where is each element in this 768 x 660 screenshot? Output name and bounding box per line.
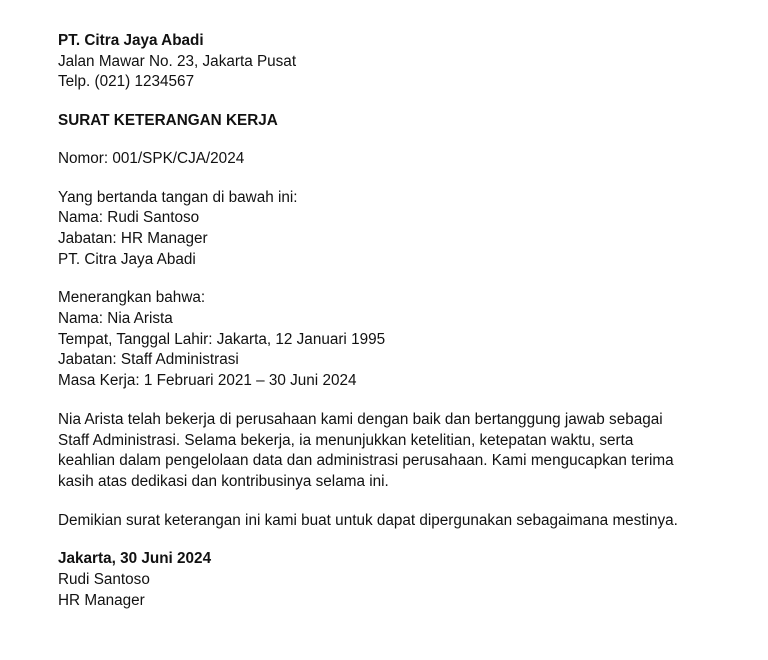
signature-position: HR Manager (58, 591, 145, 609)
company-name: PT. Citra Jaya Abadi (58, 32, 204, 49)
letter-title-block (58, 111, 748, 132)
signatory-intro: Yang bertanda tangan di bawah ini: (58, 188, 298, 206)
employee-block (58, 288, 748, 392)
letter-number-block (58, 149, 748, 170)
letter-document (58, 31, 748, 611)
signatory-position: Jabatan: HR Manager (58, 229, 208, 247)
closing-statement: Demikian surat keterangan ini kami buat untuk dapat dipergunakan sebagaimana mestinya. (58, 511, 678, 529)
company-phone: Telp. (021) 1234567 (58, 73, 195, 91)
signature-name: Rudi Santoso (58, 571, 150, 589)
closing-block (58, 511, 748, 532)
body-line: kasih atas dedikasi dan kontribusinya selama ini. (58, 472, 389, 490)
signature-place-date: Jakarta, 30 Juni 2024 (58, 550, 212, 568)
letter-title: SURAT KETERANGAN KERJA (58, 112, 278, 130)
employee-name: Nama: Nia Arista (58, 310, 173, 328)
letter-number: Nomor: 001/SPK/CJA/2024 (58, 149, 245, 167)
employee-intro: Menerangkan bahwa: (58, 289, 206, 307)
signatory-name: Nama: Rudi Santoso (58, 209, 200, 227)
company-address: Jalan Mawar No. 23, Jakarta Pusat (58, 52, 297, 70)
letterhead (58, 31, 748, 93)
body-line: keahlian dalam pengelolaan data dan administrasi perusahaan. Kami mengucapkan terima (58, 452, 674, 470)
signatory-company: PT. Citra Jaya Abadi (58, 250, 196, 268)
body-line: Nia Arista telah bekerja di perusahaan kami dengan baik dan bertanggung jawab sebagai (58, 410, 663, 428)
employee-birth: Tempat, Tanggal Lahir: Jakarta, 12 Januari 1995 (58, 330, 386, 348)
employee-tenure: Masa Kerja: 1 Februari 2021 – 30 Juni 2024 (58, 372, 357, 390)
signatory-block (58, 188, 748, 271)
body-paragraph (58, 410, 748, 493)
signature-block (58, 549, 748, 611)
employee-position: Jabatan: Staff Administrasi (58, 351, 239, 369)
body-line: Staff Administrasi. Selama bekerja, ia menunjukkan ketelitian, ketepatan waktu, serta (58, 431, 634, 449)
